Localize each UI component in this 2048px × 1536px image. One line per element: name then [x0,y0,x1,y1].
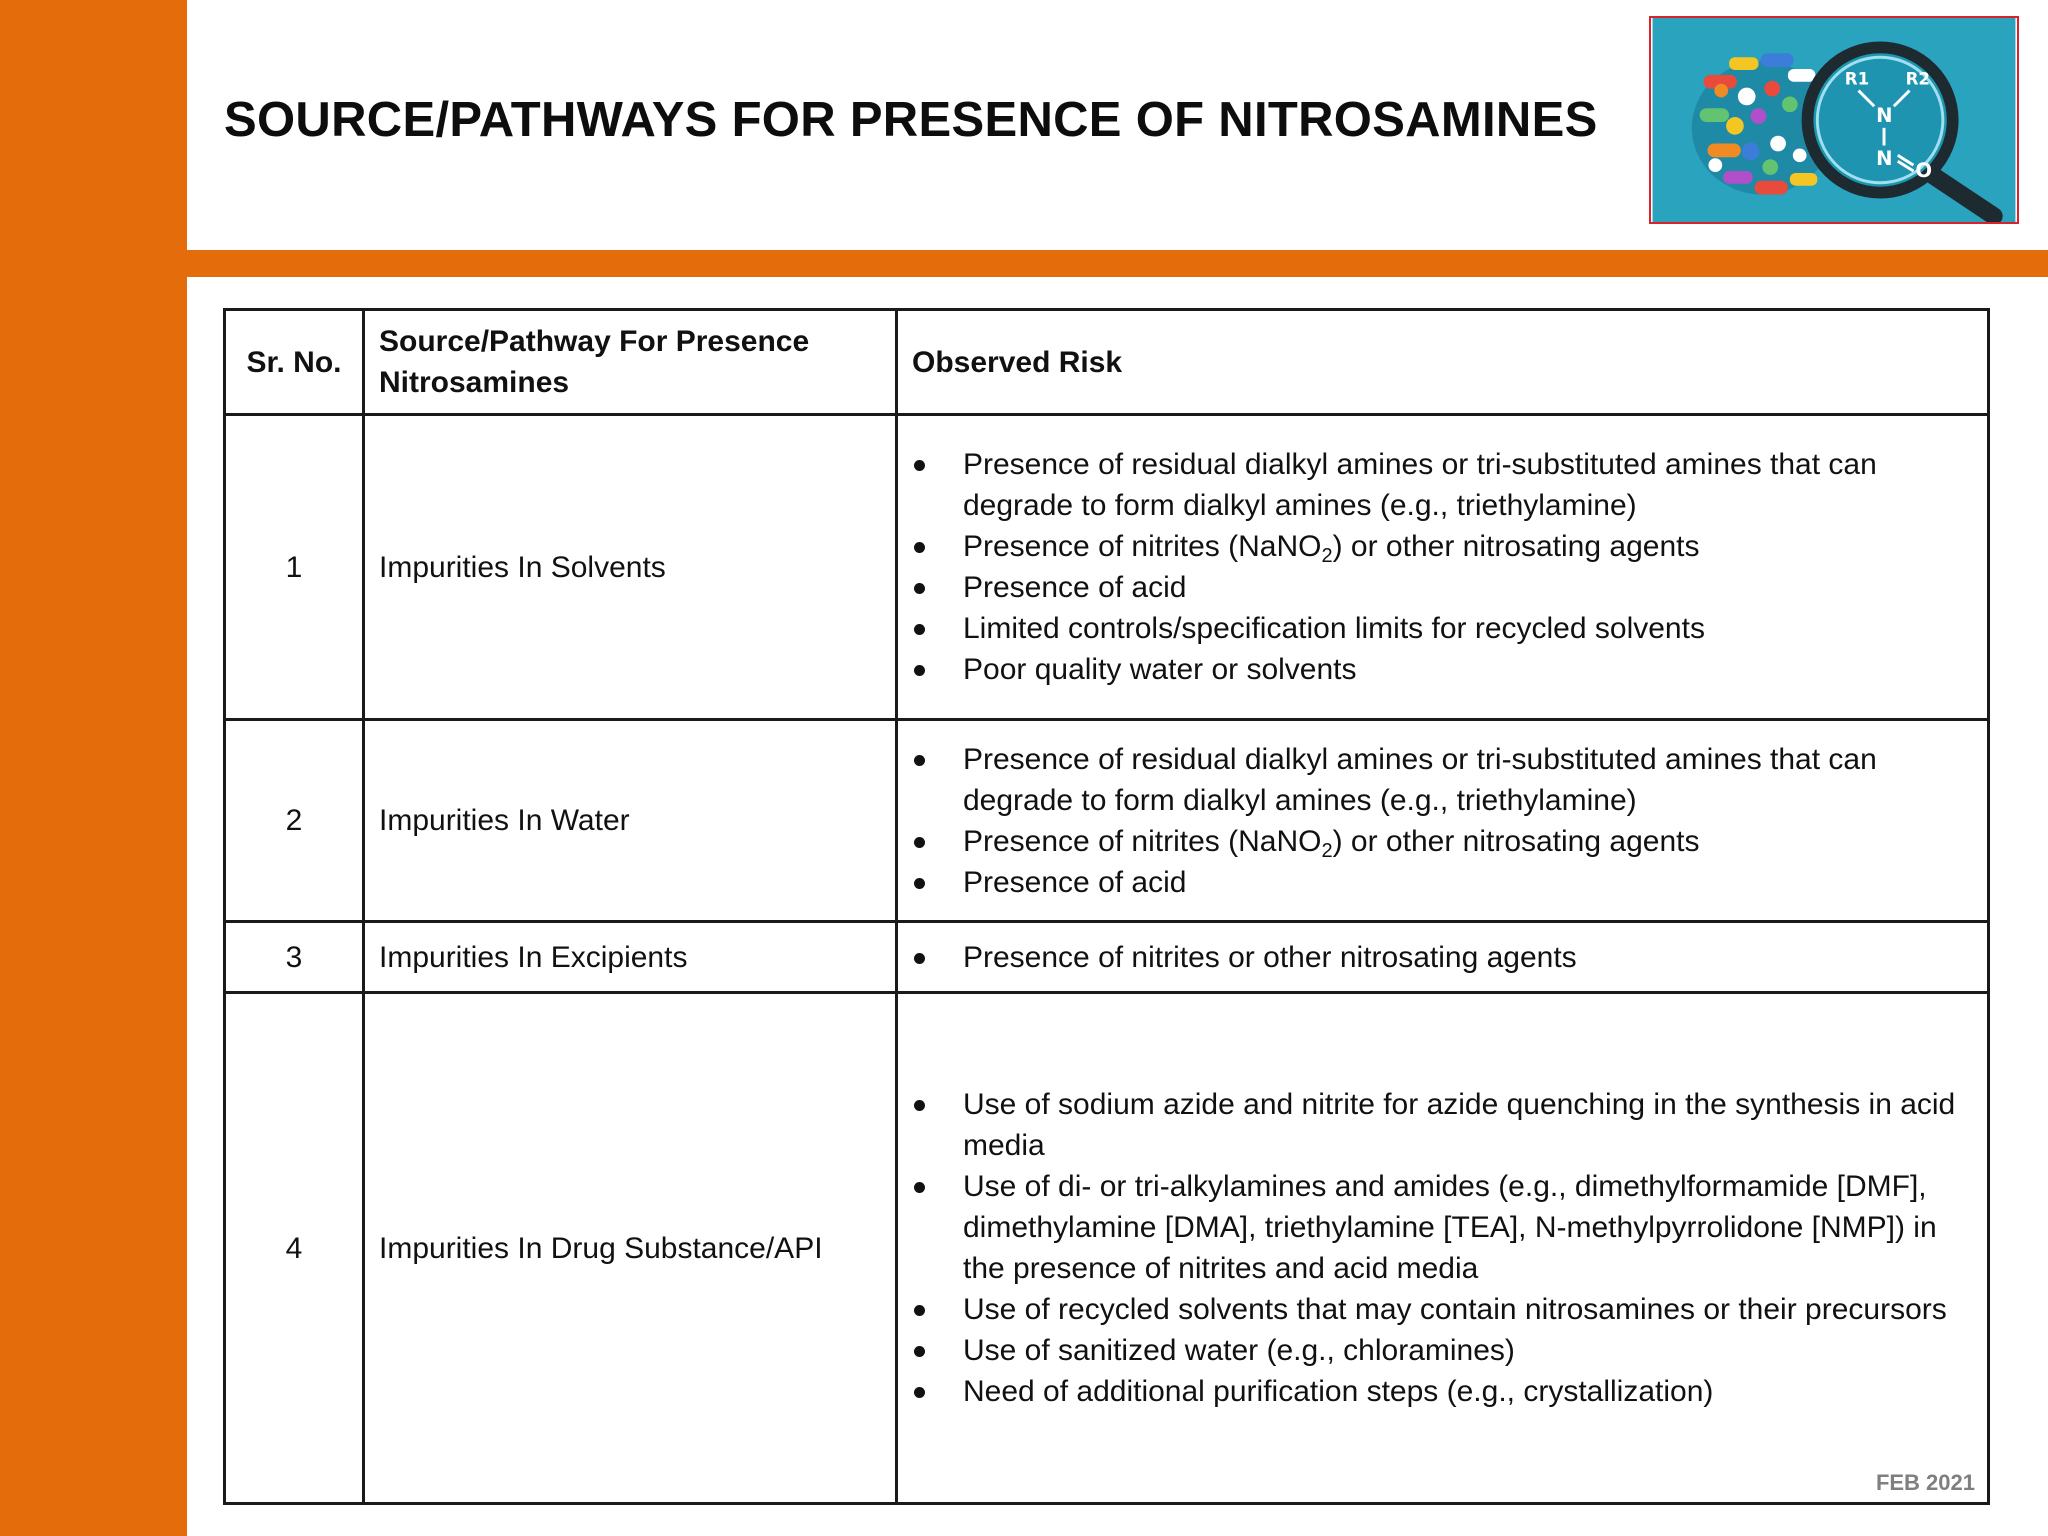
row-risks [897,720,1989,922]
risk-item: Presence of nitrites (NaNO$_2$) or other nitrosating agents [898,821,1961,862]
table-header-row [225,310,1989,415]
risk-item: Use of sodium azide and nitrite for azide quenching in the synthesis in acid media [898,1084,1961,1166]
table-row [225,922,1989,993]
row-risks [897,922,1989,993]
nitroso-n-label: N [1876,147,1893,171]
risk-item: Presence of nitrites or other nitrosating agents [898,937,1961,978]
header-sr-no: Sr. No. [225,310,364,415]
row-risks [897,993,1989,1504]
nitrosamine-sources-table [223,308,1990,1505]
risk-item: Presence of acid [898,567,1961,608]
risk-item: Use of di- or tri-alkylamines and amides (e.g., dimethylformamide [DMF], dimethylamine [DMA], triethylamine [TEA], N-methylpyrrolidone [NMP]) in the presence of nitrites and acid media [898,1166,1961,1289]
table-row [225,720,1989,922]
r1-label: R1 [1844,69,1870,89]
header-divider [187,250,2048,277]
row-source: Impurities In Excipients [364,922,897,993]
nitrosamine-logo [1649,16,2019,224]
risk-item: Use of recycled solvents that may contain nitrosamines or their precursors [898,1289,1961,1330]
risk-item: Presence of residual dialkyl amines or tri-substituted amines that can degrade to form dialkyl amines (e.g., triethylamine) [898,739,1961,821]
risk-item: Presence of nitrites (NaNO$_2$) or other nitrosating agents [898,526,1961,567]
magnifier-pills-nitrosamine-icon [1651,18,2017,222]
row-source: Impurities In Water [364,720,897,922]
risk-item: Presence of residual dialkyl amines or tri-substituted amines that can degrade to form dialkyl amines (e.g., triethylamine) [898,444,1961,526]
header-observed-risk: Observed Risk [897,310,1989,415]
oxygen-label: O [1915,158,1933,182]
row-source: Impurities In Drug Substance/API [364,993,897,1504]
r2-label: R2 [1905,69,1931,89]
risk-item: Limited controls/specification limits for recycled solvents [898,608,1961,649]
table-row [225,415,1989,720]
row-sr-no: 2 [225,720,364,922]
table-row [225,993,1989,1504]
risk-item: Use of sanitized water (e.g., chloramines) [898,1330,1961,1371]
slide-title: SOURCE/PATHWAYS FOR PRESENCE OF NITROSAMINES [224,93,1598,147]
risk-item: Presence of acid [898,862,1961,903]
row-sr-no: 3 [225,922,364,993]
row-source: Impurities In Solvents [364,415,897,720]
left-accent-bar [0,0,187,1536]
row-sr-no: 1 [225,415,364,720]
risk-item: Poor quality water or solvents [898,649,1961,690]
footer-date: FEB 2021 [1875,1470,1975,1495]
row-sr-no: 4 [225,993,364,1504]
header-source: Source/Pathway For Presence Nitrosamines [364,310,897,415]
amine-n-label: N [1876,103,1893,127]
row-risks [897,415,1989,720]
risk-item: Need of additional purification steps (e.g., crystallization) [898,1371,1961,1412]
